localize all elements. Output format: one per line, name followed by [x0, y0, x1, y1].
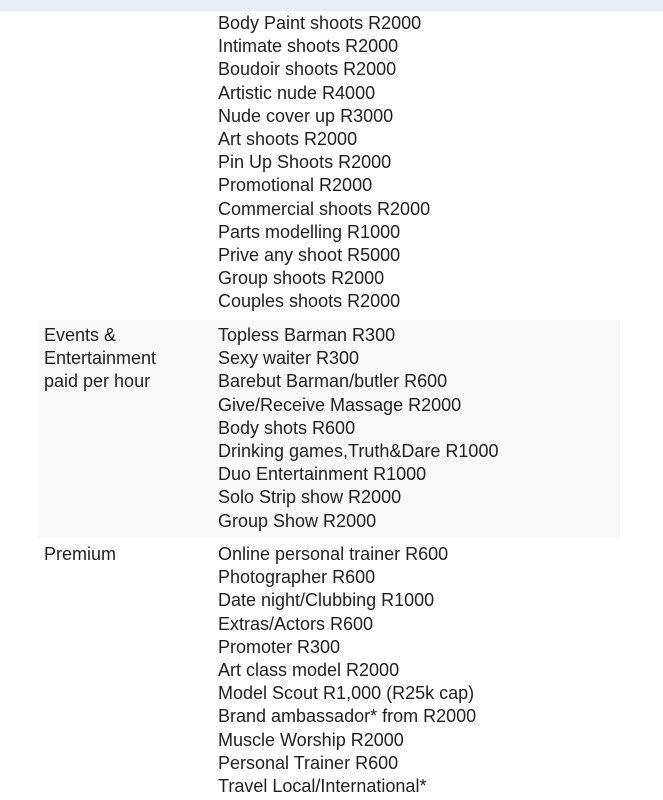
list-item: Pin Up Shoots R2000	[218, 152, 392, 173]
table-row-shoots	[38, 11, 620, 316]
list-item: Drinking games,Truth&Dare R1000	[218, 441, 499, 462]
list-item: Brand ambassador* from R2000	[218, 706, 477, 727]
list-item: Parts modelling R1000	[218, 221, 401, 242]
list-item: Promoter R300	[218, 636, 341, 657]
row-label-line: Entertainment	[44, 348, 157, 369]
list-item: Model Scout R1,000 (R25k cap)	[218, 683, 475, 704]
list-item: Couples shoots R2000	[218, 291, 401, 312]
list-item: Promotional R2000	[218, 175, 373, 196]
list-item: Art class model R2000	[218, 660, 400, 681]
top-bar	[0, 0, 663, 11]
list-item: Travel Local/International*	[218, 776, 427, 797]
list-item: Nude cover up R3000	[218, 105, 394, 126]
list-item: Artistic nude R4000	[218, 82, 376, 103]
list-item: Prive any shoot R5000	[218, 245, 401, 266]
list-item: Give/Receive Massage R2000	[218, 394, 462, 415]
list-item: Solo Strip show R2000	[218, 487, 402, 508]
row-label-premium: Premium	[44, 544, 117, 564]
table-row-events	[38, 320, 620, 538]
row-label-line: Events &	[44, 325, 117, 345]
list-item: Muscle Worship R2000	[218, 729, 404, 750]
shoots-list	[218, 12, 430, 314]
list-item: Group Show R2000	[218, 510, 377, 531]
list-item: Date night/Clubbing R1000	[218, 590, 435, 611]
premium-list	[218, 543, 476, 798]
list-item: Body Paint shoots R2000	[218, 13, 422, 33]
list-item: Intimate shoots R2000	[218, 36, 399, 57]
list-item: Topless Barman R300	[218, 325, 396, 345]
list-item: Online personal trainer R600	[218, 544, 449, 564]
row-label-events	[44, 324, 156, 394]
list-item: Duo Entertainment R1000	[218, 464, 427, 485]
list-item: Boudoir shoots R2000	[218, 59, 397, 80]
list-item: Art shoots R2000	[218, 129, 358, 150]
list-item: Commercial shoots R2000	[218, 198, 431, 219]
list-item: Sexy waiter R300	[218, 348, 360, 369]
list-item: Group shoots R2000	[218, 268, 385, 289]
events-list	[218, 324, 498, 533]
list-item: Body shots R600	[218, 417, 356, 438]
list-item: Personal Trainer R600	[218, 752, 399, 773]
table-row-premium	[38, 540, 620, 800]
list-item: Barebut Barman/butler R600	[218, 371, 448, 392]
list-item: Photographer R600	[218, 567, 376, 588]
row-label-line: paid per hour	[44, 371, 151, 392]
list-item: Extras/Actors R600	[218, 613, 374, 634]
